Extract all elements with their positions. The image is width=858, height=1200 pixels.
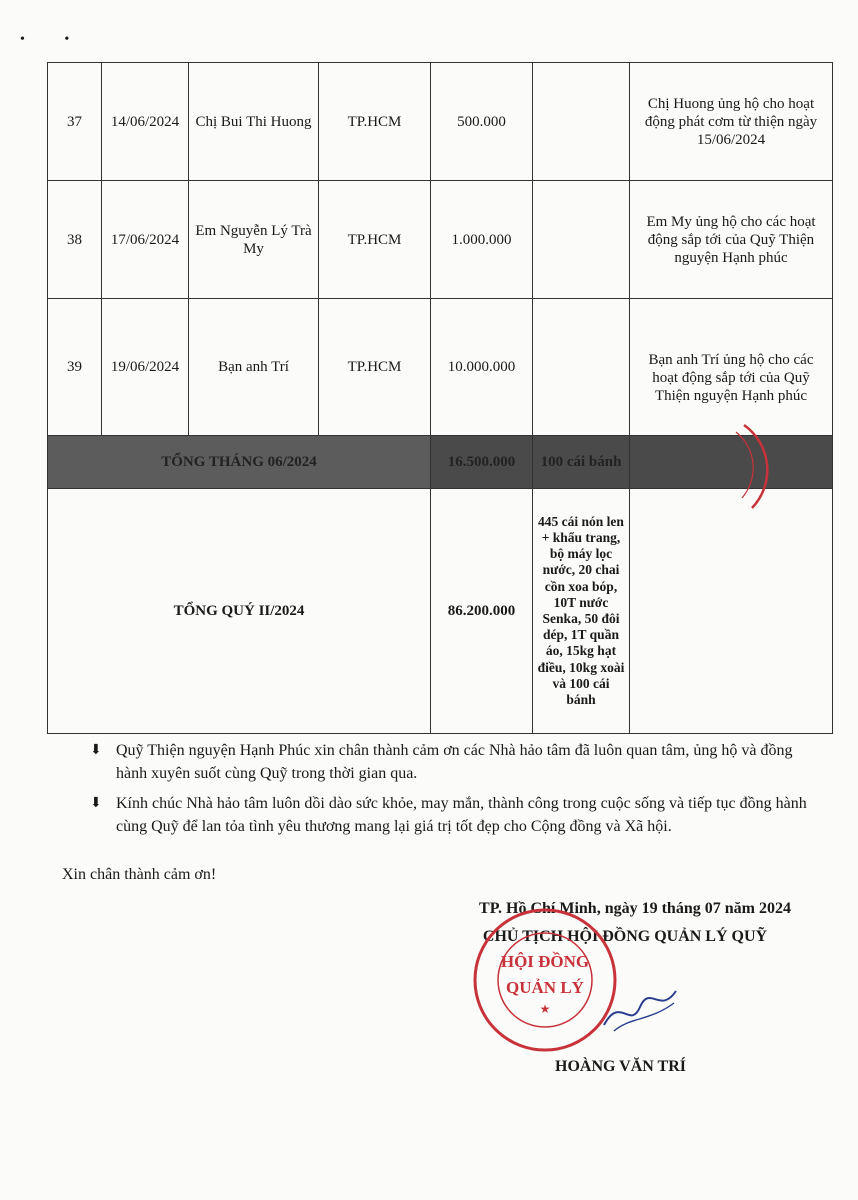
row-stt: 37 [48, 63, 102, 181]
row-date: 14/06/2024 [102, 63, 189, 181]
seal-center-top: HỘI ĐỒNG [500, 952, 590, 971]
row-goods [533, 181, 630, 299]
row-amount: 1.000.000 [431, 181, 533, 299]
row-stt: 39 [48, 299, 102, 436]
svg-text:★: ★ [539, 1002, 551, 1016]
month-total-amount: 16.500.000 [431, 436, 533, 489]
row-amount: 10.000.000 [431, 299, 533, 436]
quarter-total-label: TỔNG QUÝ II/2024 [48, 489, 431, 734]
row-location: TP.HCM [319, 299, 431, 436]
row-amount: 500.000 [431, 63, 533, 181]
row-goods [533, 299, 630, 436]
note-item [90, 793, 810, 838]
quarter-total-note [630, 489, 833, 734]
quarter-total-row [48, 489, 833, 734]
row-name: Bạn anh Trí [189, 299, 319, 436]
table-row [48, 181, 833, 299]
official-seal-icon [470, 905, 620, 1055]
table-row [48, 299, 833, 436]
seal-center-bottom: QUẢN LÝ [506, 978, 584, 997]
signature-icon [600, 985, 680, 1035]
thanks-line: Xin chân thành cảm ơn! [62, 866, 217, 883]
row-note: Em My ủng hộ cho các hoạt động sắp tới của Quỹ Thiện nguyện Hạnh phúc [630, 181, 833, 299]
note-text: Kính chúc Nhà hảo tâm luôn dồi dào sức khỏe, may mắn, thành công trong cuộc sống và tiếp tục đồng hành cùng Quỹ để lan tỏa tình yêu thương mang lại giá trị tốt đẹp cho Cộng đồng và Xã hội. [116, 795, 807, 836]
row-goods [533, 63, 630, 181]
sign-date: TP. Hồ Chí Minh, ngày 19 tháng 07 năm 2024 [479, 900, 791, 917]
pin-icon: ⬇ [90, 743, 102, 758]
signer-name: HOÀNG VĂN TRÍ [555, 1058, 686, 1075]
note-item [90, 740, 810, 785]
closing-notes [90, 740, 810, 847]
row-date: 17/06/2024 [102, 181, 189, 299]
row-name: Chị Bui Thi Huong [189, 63, 319, 181]
month-total-goods: 100 cái bánh [533, 436, 630, 489]
note-text: Quỹ Thiện nguyện Hạnh Phúc xin chân thành cảm ơn các Nhà hảo tâm đã luôn quan tâm, ủng hộ và đồng hành xuyên suốt cùng Quỹ trong thời gian qua. [116, 742, 793, 782]
pin-icon: ⬇ [90, 796, 102, 812]
row-note: Bạn anh Trí ủng hộ cho các hoạt động sắp tới của Quỹ Thiện nguyện Hạnh phúc [630, 299, 833, 436]
row-name: Em Nguyễn Lý Trà My [189, 181, 319, 299]
scan-dots: • • [20, 32, 88, 47]
partial-seal-icon [734, 420, 794, 515]
row-location: TP.HCM [319, 181, 431, 299]
quarter-total-amount: 86.200.000 [431, 489, 533, 734]
donation-table [47, 62, 833, 734]
sign-title: CHỦ TỊCH HỘI ĐỒNG QUẢN LÝ QUỸ [482, 928, 768, 945]
row-location: TP.HCM [319, 63, 431, 181]
month-total-label: TỔNG THÁNG 06/2024 [48, 436, 431, 489]
month-total-row [48, 436, 833, 489]
table-row [48, 63, 833, 181]
quarter-total-goods: 445 cái nón len + khẩu trang, bộ máy lọc nước, 20 chai cồn xoa bóp, 10T nước Senka, 50 đôi dép, 1T quần áo, 15kg hạt điều, 10kg xoài và 100 cái bánh [533, 489, 630, 734]
row-note: Chị Huong ủng hộ cho hoạt động phát cơm từ thiện ngày 15/06/2024 [630, 63, 833, 181]
month-total-note [630, 436, 833, 489]
row-date: 19/06/2024 [102, 299, 189, 436]
row-stt: 38 [48, 181, 102, 299]
